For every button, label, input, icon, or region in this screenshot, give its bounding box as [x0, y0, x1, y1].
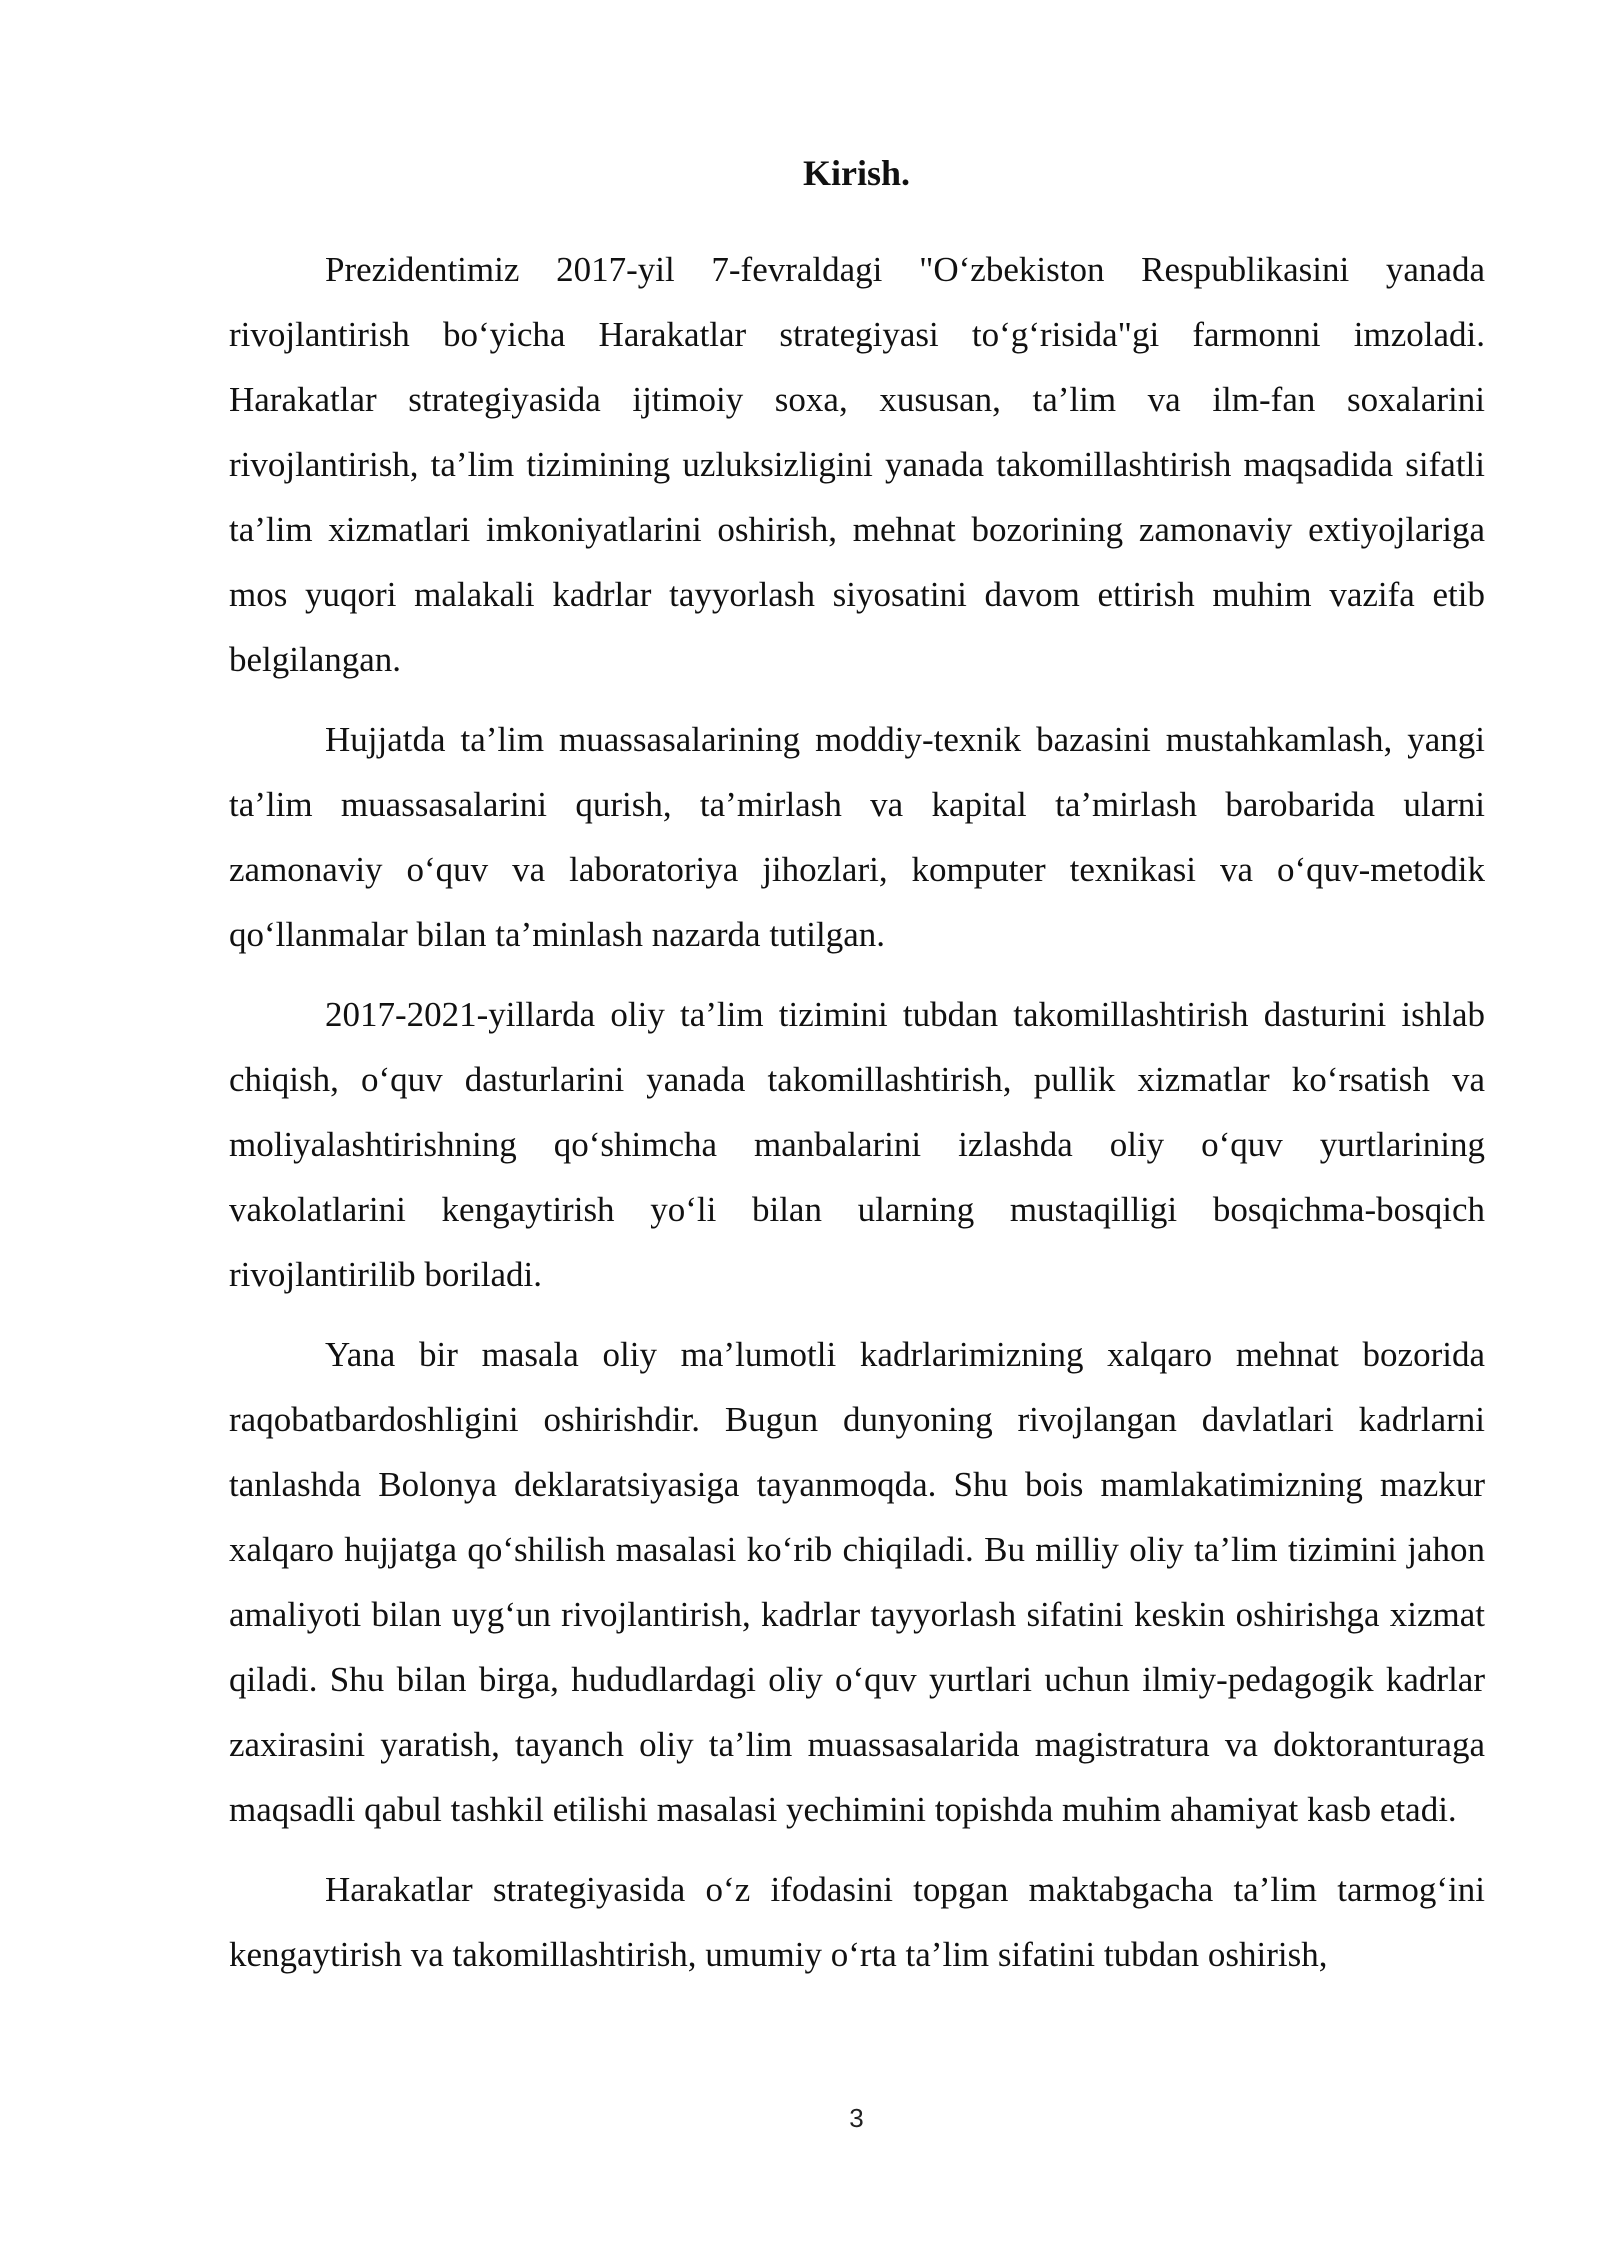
paragraph-3: 2017-2021-yillarda oliy ta’lim tizimini tubdan takomillashtirish dasturini ishlab chiqish, o‘quv dasturlarini yanada takomillashtirish, pullik xizmatlar ko‘rsatish va moliyalashtirishning qo‘shimcha manbalarini izlashda oliy o‘quv yurtlarining vakolatlarini kengaytirish yo‘li bilan ularning mustaqilligi bosqichma-bosqich rivojlantirilib boriladi. [229, 995, 1485, 1294]
document-body [229, 237, 1485, 2002]
paragraph-2: Hujjatda ta’lim muassasalarining moddiy-texnik bazasini mustahkamlash, yangi ta’lim muassasalarini qurish, ta’mirlash va kapital ta’mirlash barobarida ularni zamonaviy o‘quv va laboratoriya jihozlari, komputer texnikasi va o‘quv-metodik qo‘llanmalar bilan ta’minlash nazarda tutilgan. [229, 720, 1485, 954]
paragraph-4: Yana bir masala oliy ma’lumotli kadrlarimizning xalqaro mehnat bozorida raqobatbardoshligini oshirishdir. Bugun dunyoning rivojlangan davlatlari kadrlarni tanlashda Bolonya deklaratsiyasiga tayanmoqda. Shu bois mamlakatimizning mazkur xalqaro hujjatga qo‘shilish masalasi ko‘rib chiqiladi. Bu milliy oliy ta’lim tizimini jahon amaliyoti bilan uyg‘un rivojlantirish, kadrlar tayyorlash sifatini keskin oshirishga xizmat qiladi. Shu bilan birga, hududlardagi oliy o‘quv yurtlari uchun ilmiy-pedagogik kadrlar zaxirasini yaratish, tayanch oliy ta’lim muassasalarida magistratura va doktoranturaga maqsadli qabul tashkil etilishi masalasi yechimini topishda muhim ahamiyat kasb etadi. [229, 1335, 1485, 1829]
paragraph-1: Prezidentimiz 2017-yil 7-fevraldagi "O‘zbekiston Respublikasini yanada rivojlantirish bo‘yicha Harakatlar strategiyasi to‘g‘risida"gi farmonni imzoladi. Harakatlar strategiyasida ijtimoiy soxa, xususan, ta’lim va ilm-fan soxalarini rivojlantirish, ta’lim tizimining uzluksizligini yanada takomillashtirish maqsadida sifatli ta’lim xizmatlari imkoniyatlarini oshirish, mehnat bozorining zamonaviy extiyojlariga mos yuqori malakali kadrlar tayyorlash siyosatini davom ettirish muhim vazifa etib belgilangan. [229, 250, 1485, 679]
page-title: Kirish. [802, 153, 910, 193]
paragraph-5: Harakatlar strategiyasida o‘z ifodasini topgan maktabgacha ta’lim tarmog‘ini kengaytirish va takomillashtirish, umumiy o‘rta ta’lim sifatini tubdan oshirish, [229, 1870, 1485, 1974]
page-number: 3 [849, 2103, 864, 2133]
